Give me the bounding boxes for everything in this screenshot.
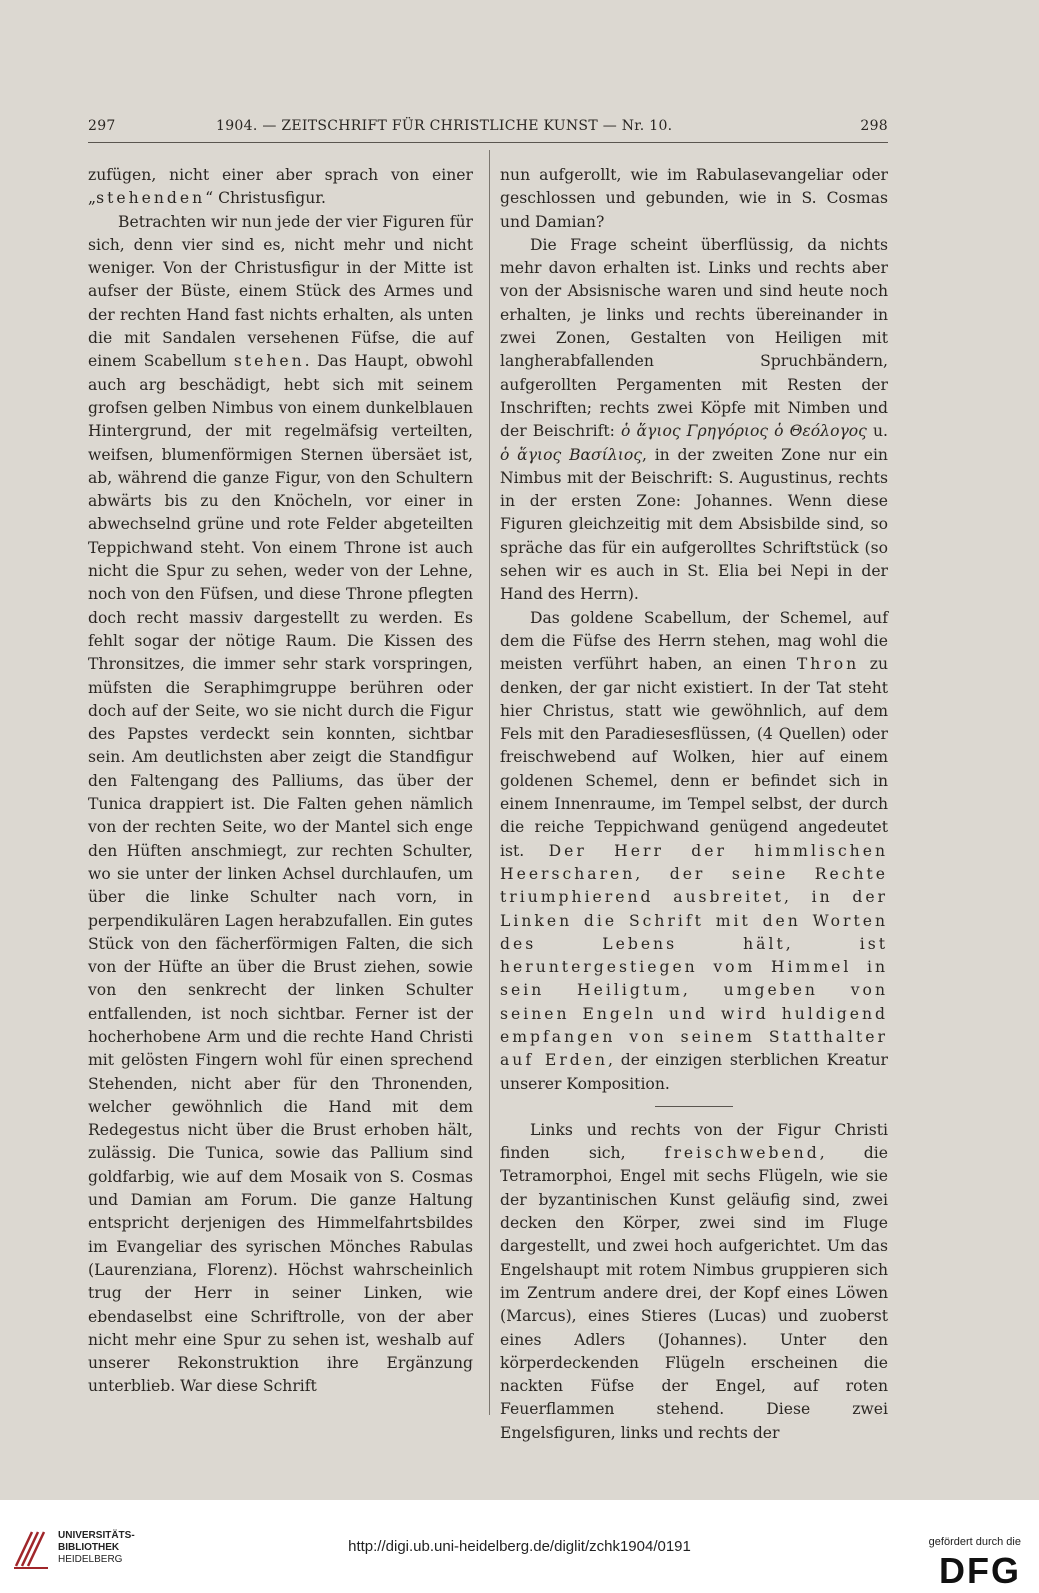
paragraph: Die Frage scheint überflüssig, da nichts mehr davon erhalten ist. Links und rechts aber von der Absisnische waren und sind heute noch erhalten, je links und rechts übereinander in zwei Zonen, Gestalten von Heiligen mit langherabfallenden Spruchbändern, aufgerollten Pergamenten mit Resten der Inschriften; rechts zwei Köpfe mit Nimben und der Beischrift: ὁ ἅγιος Γρηγόριος ὁ Θεόλογος u. ὁ ἅγιος Βασίλιος, in der zweiten Zone nur ein Nimbus mit der Beischrift: S. Augustinus, rechts in der ersten Zone: Johannes. Wenn diese Figuren gleichzeitig mit dem Absisbilde sind, so spräche das für ein aufgerolltes Schriftstück (so sehen wir es auch in St. Elia bei Nepi in der Hand des Herrn). xyxy=(500,235,888,604)
header-rule xyxy=(88,142,888,143)
running-header xyxy=(88,118,888,140)
dfg-logo: DFG xyxy=(939,1550,1021,1591)
paragraph: nun aufgerollt, wie im Rabulasevangeliar oder geschlossen und gebunden, wie in S. Cosmas und Damian? xyxy=(500,166,888,231)
funder-caption: gefördert durch die xyxy=(928,1536,1021,1548)
paragraph: zufügen, nicht einer aber sprach von einer „stehenden“ Christusfigur. xyxy=(88,166,473,208)
right-column xyxy=(500,164,888,1445)
paragraph: Das goldene Scabellum, der Schemel, auf dem die Füfse des Herrn stehen, mag wohl die meisten verführt haben, an einen Thron zu denken, der gar nicht existiert. In der Tat steht hier Christus, statt wie gewöhnlich, auf dem Fels mit den Paradiesesflüssen, (4 Quellen) oder freischwebend auf Wolken, hier auf einem goldenen Schemel, denn er befindet sich in einem Innenraume, im Tempel selbst, der durch die reiche Teppichwand genügend angedeutet ist. Der Herr der himmlischen Heerscharen, der seine Rechte triumphierend ausbreitet, in der Linken die Schrift mit den Worten des Lebens hält, ist heruntergestiegen vom Himmel in sein Heiligtum, umgeben von seinen Engeln und wird huldigend empfangen von seinem Statthalter auf Erden, der einzigen sterblichen Kreatur unserer Komposition. xyxy=(500,608,888,1093)
greek-inscription: ὁ ἅγιος Βασίλιος xyxy=(500,445,642,464)
journal-title: 1904. — ZEITSCHRIFT FÜR CHRISTLICHE KUNST — Nr. 10. xyxy=(216,118,673,134)
left-column xyxy=(88,164,473,1399)
page-number-left: 297 xyxy=(88,118,116,134)
viewer-footer xyxy=(0,1500,1039,1593)
paragraph: Betrachten wir nun jede der vier Figuren für sich, denn vier sind es, nicht mehr und nicht weniger. Von der Christusfigur in der Mitte ist aufser der Büste, einem Stück des Armes und der rechten Hand fast nichts erhalten, als unten die mit Sandalen versehenen Füfse, die auf einem Scabellum stehen. Das Haupt, obwohl auch arg beschädigt, hebt sich mit seinem grofsen gelben Nimbus von einem dunkelblauen Hintergrund, der mit regelmäfsig verteilten, weifsen, blumenförmigen Sternen übersäet ist, ab, während die ganze Figur, von den Schultern abwärts bis zu den Knöcheln, vor einer in abwechselnd grüne und rote Felder abgeteilten Teppichwand steht. Von einem Throne ist auch nicht die Spur zu sehen, weder von der Lehne, noch von den Füfsen, und diese Throne pflegten doch recht massiv dargestellt zu werden. Es fehlt sogar der nötige Raum. Die Kissen des Thronsitzes, die immer sehr stark vorspringen, müfsten die Seraphimgruppe berühren oder doch auf der Seite, wo sie nicht durch die Figur des Papstes verdeckt sein konnten, sichtbar sein. Am deutlichsten aber zeigt die Standfigur den Faltengang des Palliums, das über der Tunica drappiert ist. Die Falten gehen nämlich von der rechten Seite, wo der Mantel sich enge den Hüften anschmiegt, zur rechten Schulter, wo sie unter der linken Achsel durchlaufen, um über die linke Schulter nach vorn, in perpendikulären Lagen herabzufallen. Ein gutes Stück von den fächerförmigen Falten, die sich von der Hüfte an über die Brust ziehen, sowie von den senkrecht der linken Schulter entfallenden, ist noch sichtbar. Ferner ist der hocherhobene Arm und die rechte Hand Christi mit gelösten Fingern wohl für einen sprechend Stehenden, nicht aber für den Thronenden, welcher gewöhnlich die Hand mit dem Redegestus nicht über die Brust erhoben hält, zulässig. Die Tunica, sowie das Pallium sind goldfarbig, wie auf dem Mosaik von S. Cosmas und Damian am Forum. Die ganze Haltung entspricht derjenigen des Himmelfahrtsbildes im Evangeliar des syrischen Mönches Rabulas (Laurenziana, Florenz). Höchst wahrscheinlich trug der Herr in seiner Linken, wie ebendaselbst eine Schriftrolle, von der aber nicht mehr eine Spur zu sehen ist, weshalb auf unserer Rekonstruktion ihre Ergänzung unterblieb. War diese Schrift xyxy=(88,212,473,1396)
page-number-right: 298 xyxy=(860,118,888,134)
permalink-url[interactable]: http://digi.ub.uni-heidelberg.de/diglit/zchk1904/0191 xyxy=(348,1538,691,1555)
greek-inscription: ὁ ἅγιος Γρηγόριος ὁ Θεόλογος xyxy=(621,422,867,441)
library-name: UNIVERSITÄTS- BIBLIOTHEK HEIDELBERG xyxy=(58,1530,135,1565)
column-divider xyxy=(489,150,490,1415)
section-separator xyxy=(655,1106,733,1107)
paragraph: Links und rechts von der Figur Christi finden sich, freischwebend, die Tetramorphoi, Engel mit sechs Flügeln, wie sie der byzantinischen Kunst geläufig sind, zwei decken den Körper, zwei sind im Fluge dargestellt, und zwei hoch aufgerichtet. Um das Engelshaupt mit rotem Nimbus gruppieren sich im Zentrum andere drei, der Kopf eines Löwen (Marcus), eines Stieres (Lucas) und zuoberst eines Adlers (Johannes). Unter den körperdeckenden Flügeln erscheinen die nackten Füfse der Engel, auf roten Feuerflammen stehend. Diese zwei Engelsfiguren, links und rechts der xyxy=(500,1120,888,1442)
